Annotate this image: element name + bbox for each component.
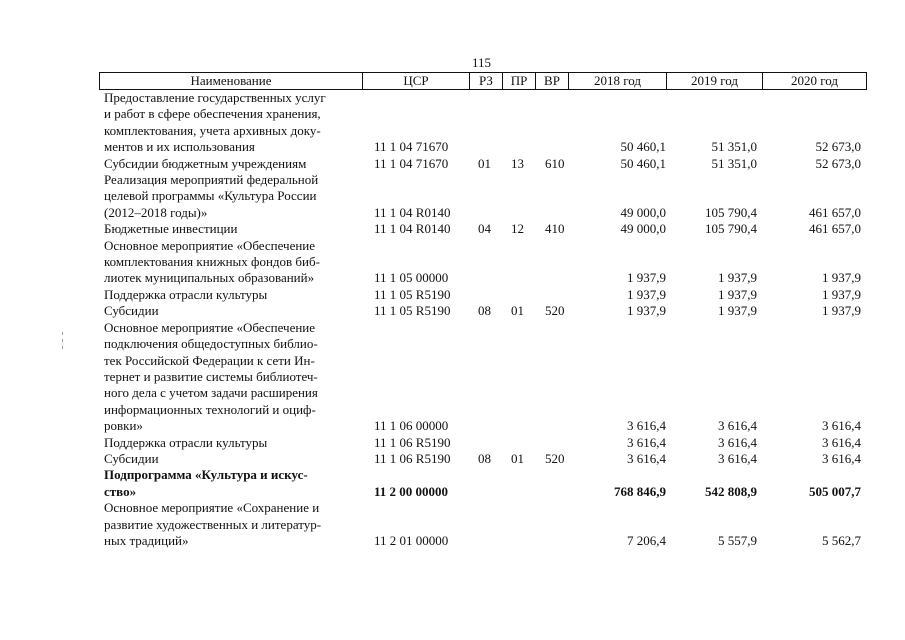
row-value-2020: 1 937,9 bbox=[822, 303, 861, 319]
row-value-2019: 3 616,4 bbox=[718, 450, 757, 466]
table-row bbox=[0, 221, 905, 237]
table-row bbox=[0, 500, 905, 549]
column-header-vr: ВР bbox=[536, 73, 569, 89]
row-value-2018: 50 460,1 bbox=[620, 155, 666, 171]
row-value-2018: 768 846,9 bbox=[614, 483, 666, 499]
row-value-2018: 1 937,9 bbox=[627, 270, 666, 286]
row-value-2019: 5 557,9 bbox=[718, 532, 757, 548]
row-name: Поддержка отрасли культуры bbox=[104, 286, 268, 302]
row-name: Предоставление государственных услуг и работ в сфере обеспечения хранения, комплектования, учета архивных доку- ментов и их использования bbox=[104, 90, 326, 155]
row-vr: 520 bbox=[545, 303, 565, 319]
row-csr: 11 2 01 00000 bbox=[374, 532, 449, 548]
scan-mark bbox=[62, 332, 63, 335]
table-row bbox=[0, 435, 905, 451]
column-header-2018: 2018 год bbox=[569, 73, 667, 89]
row-csr: 11 1 04 R0140 bbox=[374, 221, 451, 237]
column-header-pr: ПР bbox=[503, 73, 536, 89]
row-value-2019: 1 937,9 bbox=[718, 303, 757, 319]
column-header-rz: РЗ bbox=[470, 73, 503, 89]
row-value-2018: 49 000,0 bbox=[620, 204, 666, 220]
row-pr: 01 bbox=[511, 303, 524, 319]
row-value-2018: 50 460,1 bbox=[620, 139, 666, 155]
row-value-2019: 542 808,9 bbox=[705, 483, 757, 499]
row-value-2019: 51 351,0 bbox=[711, 155, 757, 171]
table-row bbox=[0, 303, 905, 319]
row-value-2020: 461 657,0 bbox=[809, 221, 861, 237]
row-name: Реализация мероприятий федеральной целевой программы «Культура России (2012–2018 годы)» bbox=[104, 172, 319, 220]
row-value-2020: 3 616,4 bbox=[822, 418, 861, 434]
table-row bbox=[0, 238, 905, 287]
table-row bbox=[0, 90, 905, 156]
row-name: Бюджетные инвестиции bbox=[104, 221, 238, 237]
row-value-2020: 505 007,7 bbox=[809, 483, 861, 499]
row-name: Субсидии бюджетным учреждениям bbox=[104, 155, 307, 171]
scan-mark bbox=[62, 346, 63, 349]
row-value-2020: 1 937,9 bbox=[822, 286, 861, 302]
row-value-2020: 461 657,0 bbox=[809, 204, 861, 220]
row-value-2018: 49 000,0 bbox=[620, 221, 666, 237]
row-value-2018: 3 616,4 bbox=[627, 434, 666, 450]
row-vr: 410 bbox=[545, 221, 565, 237]
table-row bbox=[0, 156, 905, 172]
row-value-2019: 105 790,4 bbox=[705, 221, 757, 237]
table-row-subprogram bbox=[0, 467, 905, 500]
table-header bbox=[99, 72, 867, 90]
row-pr: 12 bbox=[511, 221, 524, 237]
row-value-2019: 1 937,9 bbox=[718, 270, 757, 286]
row-csr: 11 1 04 71670 bbox=[374, 155, 449, 171]
row-rz: 01 bbox=[478, 155, 491, 171]
row-value-2020: 1 937,9 bbox=[822, 270, 861, 286]
row-csr: 11 1 04 71670 bbox=[374, 139, 449, 155]
row-value-2018: 1 937,9 bbox=[627, 303, 666, 319]
scan-mark bbox=[62, 339, 63, 342]
column-header-csr: ЦСР bbox=[363, 73, 470, 89]
row-rz: 04 bbox=[478, 221, 491, 237]
row-value-2019: 51 351,0 bbox=[711, 139, 757, 155]
row-value-2019: 3 616,4 bbox=[718, 434, 757, 450]
row-name: Основное мероприятие «Обеспечение подключения общедоступных библио- тек Российской Федерации к сети Ин- тернет и развитие системы библиотеч- ного дела с учетом задачи расширения информационных технологий и оциф- ровки» bbox=[104, 319, 318, 434]
row-csr: 11 1 05 00000 bbox=[374, 270, 449, 286]
row-rz: 08 bbox=[478, 450, 491, 466]
row-value-2020: 52 673,0 bbox=[815, 139, 861, 155]
page-number: 115 bbox=[472, 55, 492, 70]
row-value-2018: 3 616,4 bbox=[627, 450, 666, 466]
row-csr: 11 1 06 R5190 bbox=[374, 434, 451, 450]
row-value-2020: 3 616,4 bbox=[822, 434, 861, 450]
table-body bbox=[0, 90, 905, 549]
row-rz: 08 bbox=[478, 303, 491, 319]
row-value-2019: 3 616,4 bbox=[718, 418, 757, 434]
row-value-2018: 1 937,9 bbox=[627, 286, 666, 302]
row-pr: 01 bbox=[511, 450, 524, 466]
column-header-name: Наименование bbox=[100, 73, 363, 89]
row-name: Основное мероприятие «Сохранение и развитие художественных и литератур- ных традиций» bbox=[104, 500, 322, 548]
row-pr: 13 bbox=[511, 155, 524, 171]
row-value-2020: 3 616,4 bbox=[822, 450, 861, 466]
row-value-2018: 7 206,4 bbox=[627, 532, 666, 548]
row-csr: 11 2 00 00000 bbox=[374, 483, 449, 499]
row-name: Субсидии bbox=[104, 450, 159, 466]
row-name: Субсидии bbox=[104, 303, 159, 319]
row-name: Подпрограмма «Культура и искус- ство» bbox=[104, 467, 308, 499]
row-value-2019: 105 790,4 bbox=[705, 204, 757, 220]
row-name: Поддержка отрасли культуры bbox=[104, 434, 268, 450]
row-value-2018: 3 616,4 bbox=[627, 418, 666, 434]
row-value-2020: 5 562,7 bbox=[822, 532, 861, 548]
row-value-2020: 52 673,0 bbox=[815, 155, 861, 171]
table-row bbox=[0, 172, 905, 221]
table-row bbox=[0, 320, 905, 435]
column-header-2019: 2019 год bbox=[667, 73, 763, 89]
row-csr: 11 1 06 R5190 bbox=[374, 450, 451, 466]
row-csr: 11 1 06 00000 bbox=[374, 418, 449, 434]
row-value-2019: 1 937,9 bbox=[718, 286, 757, 302]
row-csr: 11 1 05 R5190 bbox=[374, 286, 451, 302]
column-header-2020: 2020 год bbox=[791, 73, 838, 88]
row-csr: 11 1 05 R5190 bbox=[374, 303, 451, 319]
row-vr: 520 bbox=[545, 450, 565, 466]
row-vr: 610 bbox=[545, 155, 565, 171]
table-row bbox=[0, 451, 905, 467]
row-name: Основное мероприятие «Обеспечение комплектования книжных фондов биб- лиотек муниципальных образований» bbox=[104, 237, 320, 286]
table-row bbox=[0, 287, 905, 303]
row-csr: 11 1 04 R0140 bbox=[374, 204, 451, 220]
